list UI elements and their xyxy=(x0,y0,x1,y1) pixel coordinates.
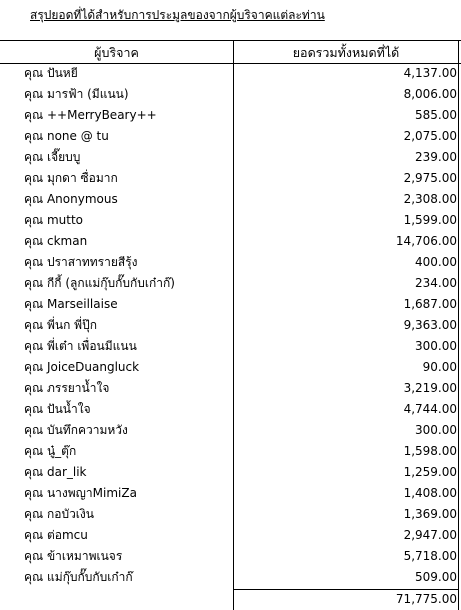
donor-name: คุณ ++MerryBeary++ xyxy=(24,108,157,122)
donor-name: คุณ บันทึกความหวัง xyxy=(24,423,128,437)
sheet-title: สรุปยอดที่ได้สำหรับการประมูลของจากผู้บริจาคแต่ละท่าน xyxy=(30,8,325,22)
donor-name: คุณ JoiceDuangluck xyxy=(24,360,140,374)
table-row xyxy=(0,127,461,146)
donor-amount: 400.00 xyxy=(415,255,457,269)
header-donor: ผู้บริจาค xyxy=(94,45,139,60)
donor-name: คุณ ปันน้ำใจ xyxy=(24,402,91,416)
table-row xyxy=(0,85,461,104)
donor-name: คุณ มุกดา ซื่อมาก xyxy=(24,171,118,185)
table-row xyxy=(0,211,461,230)
donor-amount: 1,598.00 xyxy=(403,444,457,458)
table-row xyxy=(0,463,461,482)
table-row xyxy=(0,400,461,419)
table-row xyxy=(0,337,461,356)
donor-name: คุณ กอบัวเงิน xyxy=(24,507,94,521)
donor-amount: 2,975.00 xyxy=(403,171,457,185)
table-row xyxy=(0,169,461,188)
donor-amount: 4,137.00 xyxy=(403,66,457,80)
donor-name: คุณ ckman xyxy=(24,234,88,248)
table-row xyxy=(0,568,461,587)
header-total: ยอดรวมทั้งหมดที่ได้ xyxy=(292,45,400,60)
donor-name: คุณ none @ tu xyxy=(24,129,109,143)
table-row xyxy=(0,358,461,377)
donor-name: คุณ ปันหยี xyxy=(24,66,78,80)
donor-name: คุณ แม่กุ๊บกั๊บกับเก๋าก๊ xyxy=(24,570,133,584)
table-row xyxy=(0,106,461,125)
table-row xyxy=(0,421,461,440)
table-row xyxy=(0,295,461,314)
donor-amount: 300.00 xyxy=(415,339,457,353)
donor-amount: 1,599.00 xyxy=(403,213,457,227)
table-row xyxy=(0,253,461,272)
donor-name: คุณ มารฟ้า (มีแนน) xyxy=(24,87,129,101)
table-row xyxy=(0,64,461,83)
table-row xyxy=(0,484,461,503)
donor-name: คุณ Anonymous xyxy=(24,192,118,206)
donor-amount: 90.00 xyxy=(422,360,457,374)
donor-name: คุณ dar_lik xyxy=(24,465,87,479)
donor-amount: 1,369.00 xyxy=(403,507,457,521)
table-row xyxy=(0,316,461,335)
donor-name: คุณ mutto xyxy=(24,213,84,227)
donor-amount: 3,219.00 xyxy=(403,381,457,395)
donor-name: คุณ พี่นก พี่ปุ๊ก xyxy=(24,318,97,332)
donor-name: คุณ พี่เต๋า เพื่อนมีแนน xyxy=(24,339,137,353)
table-row xyxy=(0,148,461,167)
table-row xyxy=(0,505,461,524)
grand-total: 71,775.00 xyxy=(395,592,457,606)
donor-name: คุณ เจี๊ยบบู xyxy=(24,150,81,164)
donor-name: คุณ กีกี้ (ลูกแม่กุ๊บกั๊บกับเก๋าก๊) xyxy=(24,276,175,290)
donor-amount: 2,075.00 xyxy=(403,129,457,143)
donor-name: คุณ ภรรยาน้ำใจ xyxy=(24,381,110,395)
donor-name: คุณ นางพญาMimiZa xyxy=(24,486,137,500)
donor-amount: 239.00 xyxy=(415,150,457,164)
donor-amount: 1,408.00 xyxy=(403,486,457,500)
header-top-border xyxy=(0,40,461,41)
donor-amount: 1,259.00 xyxy=(403,465,457,479)
donor-amount: 5,718.00 xyxy=(403,549,457,563)
table-row xyxy=(0,526,461,545)
donor-amount: 14,706.00 xyxy=(395,234,457,248)
donor-amount: 509.00 xyxy=(415,570,457,584)
table-row xyxy=(0,232,461,251)
table-row xyxy=(0,547,461,566)
donor-amount: 585.00 xyxy=(415,108,457,122)
donor-amount: 234.00 xyxy=(415,276,457,290)
donor-name: คุณ ปราสาททรายสีรุ้ง xyxy=(24,255,138,269)
donor-amount: 2,308.00 xyxy=(403,192,457,206)
donor-name: คุณ ข้าเหมาพเนจร xyxy=(24,549,123,563)
donor-name: คุณ Marseillaise xyxy=(24,297,118,311)
donor-name: คุณ ต่อmcu xyxy=(24,528,88,542)
donor-amount: 9,363.00 xyxy=(403,318,457,332)
donor-name: คุณ นู๋_ตุ๊ก xyxy=(24,444,77,458)
table-row xyxy=(0,442,461,461)
donor-amount: 2,947.00 xyxy=(403,528,457,542)
donor-amount: 300.00 xyxy=(415,423,457,437)
donor-amount: 8,006.00 xyxy=(403,87,457,101)
table-row xyxy=(0,379,461,398)
donor-amount: 1,687.00 xyxy=(403,297,457,311)
donor-amount: 4,744.00 xyxy=(403,402,457,416)
table-row xyxy=(0,190,461,209)
table-row xyxy=(0,274,461,293)
